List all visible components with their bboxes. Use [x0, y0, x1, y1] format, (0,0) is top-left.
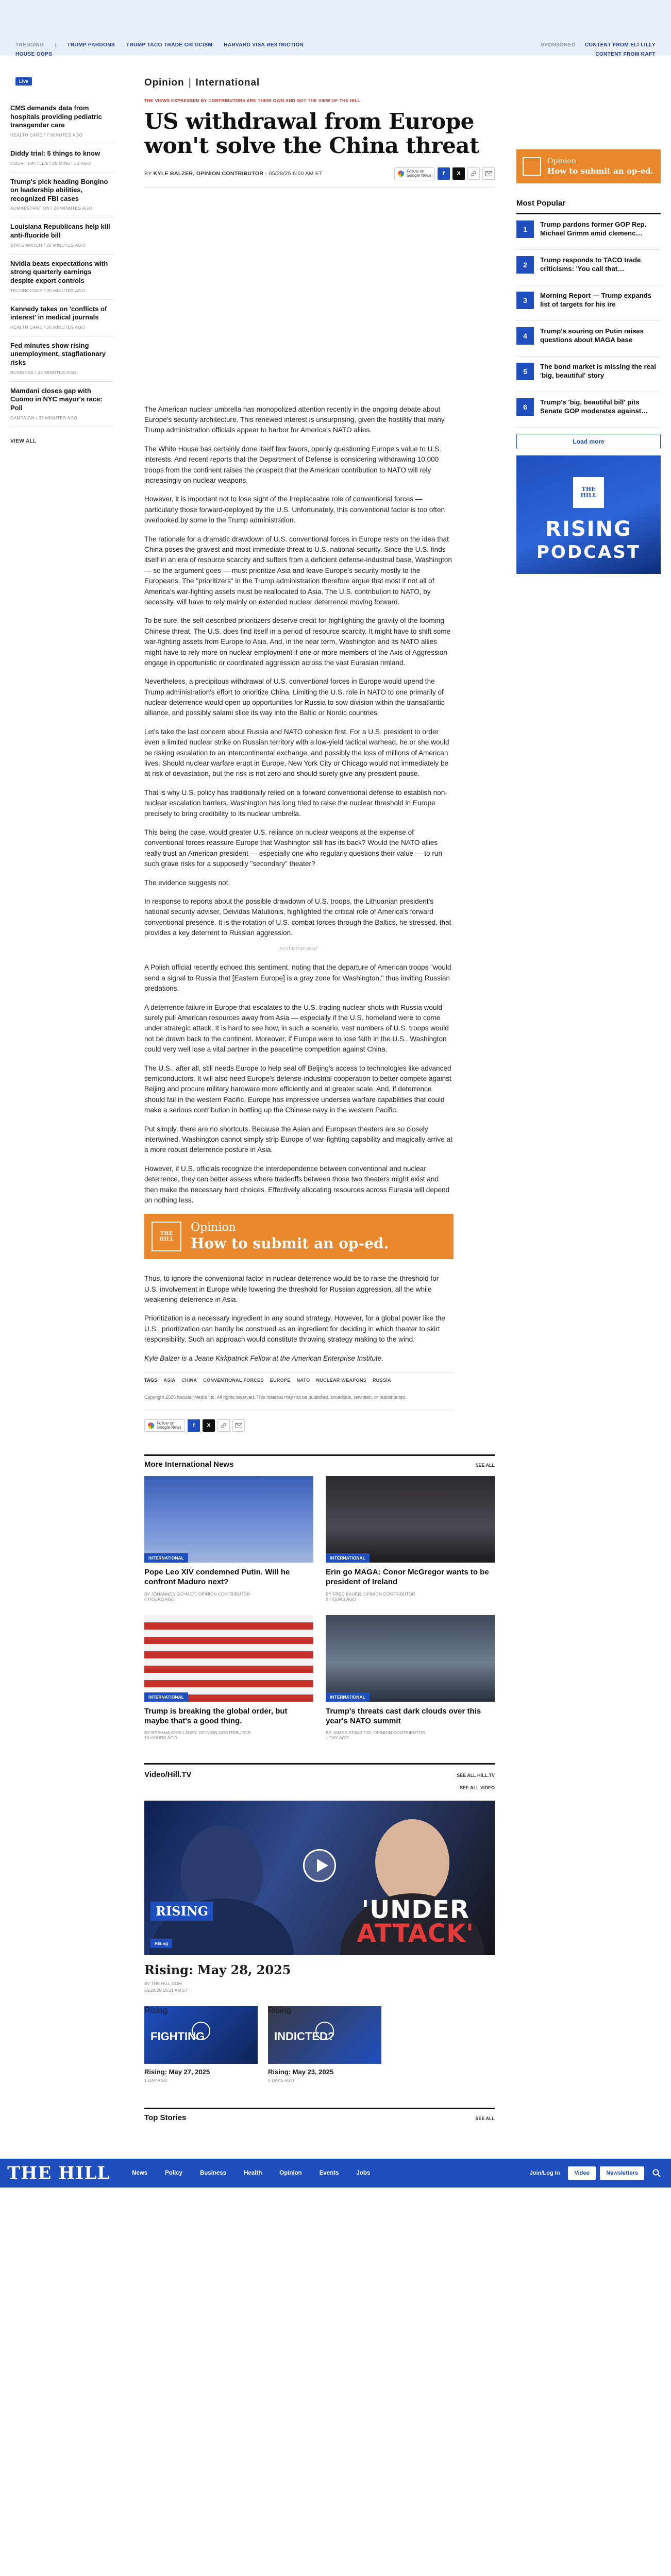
- video-tag: Rising: [144, 2006, 167, 2015]
- the-hill-logo: [523, 157, 541, 176]
- most-popular-headline: Morning Report — Trump expands list of targets for his ire: [540, 292, 652, 308]
- x-share-button[interactable]: X: [452, 167, 465, 180]
- section-title: Video/Hill.TV: [144, 1770, 192, 1780]
- google-news-button[interactable]: [144, 1419, 185, 1432]
- news-card[interactable]: [326, 1476, 495, 1602]
- card-headline[interactable]: Erin go MAGA: Conor McGregor wants to be president of Ireland: [326, 1568, 489, 1587]
- card-image[interactable]: [144, 1476, 313, 1563]
- podcast-logo-text: THE HILL: [580, 486, 597, 499]
- card-time: 6 HOURS AGO: [144, 1596, 175, 1602]
- story-meta: HEALTH CARE / 30 MINUTES AGO: [10, 324, 86, 330]
- join-login-link[interactable]: Join/Log In: [529, 2170, 560, 2176]
- author-bio: Kyle Balzer is a Jeane Kirkpatrick Fellow at the American Enterprise Institute.: [144, 1354, 384, 1362]
- tag-link[interactable]: NUCLEAR WEAPONS: [316, 1378, 366, 1383]
- rank-number: 6: [516, 398, 534, 416]
- tag-link[interactable]: ASIA: [163, 1378, 176, 1383]
- play-icon[interactable]: [303, 1849, 336, 1882]
- story-meta: STATE WATCH / 25 MINUTES AGO: [10, 242, 86, 248]
- oped-logo-text: THE HILL: [159, 1231, 174, 1243]
- breadcrumb-opinion[interactable]: Opinion: [144, 77, 184, 88]
- list-item[interactable]: [10, 300, 113, 336]
- story-meta: CAMPAIGN / 33 MINUTES AGO: [10, 415, 78, 420]
- trending-link[interactable]: TRUMP PARDONS: [67, 42, 115, 48]
- video-tag: Rising: [150, 1939, 172, 1948]
- most-popular-item[interactable]: [516, 392, 661, 428]
- video-thumbnail[interactable]: [268, 2006, 381, 2064]
- oped-promo-title: How to submit an op-ed.: [191, 1235, 389, 1252]
- rank-number: 2: [516, 256, 534, 274]
- list-item[interactable]: [10, 144, 113, 173]
- tag-link[interactable]: NATO: [296, 1378, 310, 1383]
- article-paragraph: Let's take the last concern about Russia and NATO cohesion first. For a U.S. president to order even a limited nuclear strike on Russian territory with a low-yield tactical warhead, he or she would be risking escalation to an intercontinental exchange, and possibly the loss of millions of American lives. Should nuclear warfare erupt in Europe, New York City or Chicago would not immediately be at risk of devastation, but the risk is not zero and should surely give any president pause.: [144, 727, 449, 778]
- card-time: 10 HOURS AGO: [144, 1735, 177, 1741]
- facebook-share-button[interactable]: f: [438, 167, 450, 180]
- opinion-disclaimer: THE VIEWS EXPRESSED BY CONTRIBUTORS ARE THEIR OWN AND NOT THE VIEW OF THE HILL: [144, 98, 361, 103]
- rising-badge: RISING: [150, 1902, 213, 1921]
- trending-link[interactable]: TRUMP TACO TRADE CRITICISM: [126, 42, 213, 48]
- share-bar-bottom: [144, 1419, 245, 1432]
- article-paragraph: The evidence suggests not.: [144, 878, 230, 887]
- section-header: [144, 1454, 495, 1469]
- google-news-label-top: Follow on: [406, 168, 425, 174]
- story-headline[interactable]: Diddy trial: 5 things to know: [10, 149, 100, 157]
- card-headline[interactable]: Pope Leo XIV condemned Putin. Will he confront Maduro next?: [144, 1568, 290, 1587]
- search-button[interactable]: [648, 2165, 665, 2181]
- oped-promo-kicker: Opinion: [191, 1221, 236, 1234]
- most-popular-headline: Trump responds to TACO trade criticisms: 'You call that…: [540, 256, 641, 273]
- card-meta: [144, 1730, 313, 1740]
- page-title: US withdrawal from Europe won't solve the China threat: [144, 109, 479, 159]
- card-author: BY FRED BAUER, OPINION CONTRIBUTOR: [326, 1591, 415, 1597]
- ad-kicker: Opinion: [547, 157, 576, 165]
- video-overlay-text: INDICTED?: [274, 2029, 335, 2043]
- story-meta: ADMINISTRATION / 20 MINUTES AGO: [10, 206, 93, 211]
- author-link[interactable]: KYLE BALZER, OPINION CONTRIBUTOR: [153, 171, 264, 177]
- card-time: 8 HOURS AGO: [326, 1596, 356, 1602]
- email-share-button[interactable]: [482, 167, 495, 180]
- rank-number: 1: [516, 221, 534, 238]
- list-item[interactable]: [10, 173, 113, 218]
- video-overlay-text: FIGHTING: [150, 2029, 205, 2043]
- most-popular-headline: Trump pardons former GOP Rep. Michael Grimm amid clemenc…: [540, 221, 647, 237]
- byline-row: [144, 167, 495, 188]
- breadcrumb-separator: |: [188, 77, 192, 88]
- google-news-label-top: Follow on: [157, 1420, 175, 1426]
- story-headline[interactable]: Trump's pick heading Bongino on leadership abilities, recognized FBI cases: [10, 177, 108, 202]
- section-header: [144, 1763, 495, 1793]
- video-overlay-text: [357, 1895, 474, 1948]
- the-hill-logo: [573, 477, 604, 508]
- video-card-title[interactable]: Rising: May 27, 2025: [144, 2067, 210, 2076]
- nav-item[interactable]: News: [132, 2170, 148, 2176]
- article-paragraph: In response to reports about the possible drawdown of U.S. troops, the Lithuanian president's national security adviser, Deividas Matulionis, highlighted the critical role of America's forward conventional presence. It is the rotation of U.S. combat forces through the Baltics, he stressed, that provides a key deterrent to Russian aggression.: [144, 897, 451, 937]
- card-tag: INTERNATIONAL: [326, 1553, 370, 1563]
- card-author: BY JAMES STAVRIDIS, OPINION CONTRIBUTOR: [326, 1730, 426, 1736]
- video-meta-date: 05/28/25 10:21 AM ET: [144, 1988, 188, 1993]
- copy-link-button[interactable]: [217, 1419, 230, 1432]
- breadcrumb: [144, 77, 495, 89]
- byline-prefix: BY: [144, 171, 152, 177]
- rising-podcast-promo[interactable]: [516, 455, 661, 574]
- nav-item[interactable]: Policy: [165, 2170, 182, 2176]
- article-paragraph: A Polish official recently echoed this sentiment, noting that the departure of American troops "would send a signal to Russia that [Eastern Europe] is a gray zone for Washington," thus inviting Russian predations.: [144, 963, 451, 993]
- trending-label: TRENDING: [15, 42, 44, 48]
- link-icon: [221, 1422, 227, 1429]
- card-author: BY BRAHMA CHELLANEY, OPINION CONTRIBUTOR: [144, 1730, 251, 1736]
- video-meta-by: BY THE HILL.COM: [144, 1981, 182, 1987]
- most-popular-headline: Trump's souring on Putin raises questions about MAGA base: [540, 327, 644, 344]
- see-all-link[interactable]: SEE ALL: [475, 2115, 495, 2121]
- story-meta: TECHNOLOGY / 30 MINUTES AGO: [10, 287, 86, 293]
- card-meta: [144, 1591, 313, 1602]
- card-meta: [326, 1591, 495, 1602]
- article-paragraph: Nevertheless, a precipitous withdrawal of U.S. conventional forces in Europe would upend the Trump administration's effort to prioritize China. Limiting the U.S. role in NATO to one primarily of nuclear deterrence would open up opportunities for Russia to sow division within the transatlantic alliance, and possibly salami slice its way into the Baltic or Nordic countries.: [144, 677, 445, 717]
- video-card-title[interactable]: Rising: May 23, 2025: [268, 2067, 334, 2076]
- overlay-line-2: ATTACK': [357, 1919, 474, 1948]
- most-popular-item[interactable]: [516, 285, 661, 321]
- primary-nav: [123, 2170, 379, 2176]
- section-header: [144, 2108, 495, 2122]
- article-paragraph: The rationale for a dramatic drawdown of U.S. conventional forces in Europe rests on the idea that China poses the gravest and most immediate threat to U.S. national security. Since the U.S. finds itself in an era of resource scarcity and suffers from a deficient defense-industrial base, Washington — so the argument goes — must prioritize Asia and leave Europe's security mostly to the Europeans. The "prioritizers" in the Trump administration therefore argue that most if not all of America's war-fighting assets must be reallocated to Asia. The U.S. contribution to NATO, by necessity, will have to rely mainly on extended nuclear deterrence moving forward.: [144, 535, 452, 606]
- article-paragraph: Prioritization is a necessary ingredient in any sound strategy. However, for a global power like the U.S., prioritization can hardly be construed as an ingredient for deciding in which theater to skirt responsibility. Such an approach would constitute throwing strategy making to the wind.: [144, 1314, 445, 1344]
- article-paragraph: That is why U.S. policy has traditionally relied on a forward conventional defense to establish non-nuclear escalation barriers. Washington has long tried to raise the nuclear threshold in Europe precisely to bring credibility to its nuclear umbrella.: [144, 788, 447, 818]
- article-paragraph: The White House has certainly done itself few favors, openly questioning Europe's value to U.S. interests. And recent reports that the Department of Defense is considering withdrawing 10,000 troops from the continent raises the prospect that the American contribution to NATO will rely increasingly on nuclear weapons.: [144, 445, 442, 485]
- podcast-title-2: PODCAST: [536, 542, 641, 563]
- tag-link[interactable]: RUSSIA: [373, 1378, 391, 1383]
- most-popular: [516, 199, 661, 449]
- trending-bar: [0, 0, 671, 56]
- article-paragraph: This being the case, would greater U.S. reliance on nuclear weapons at the expense of conventional forces reassure Europe that Washington still has its back? Would the NATO allies really trust an American president — especially one who regularly questions their value — to run such grave risks for a supposedly "secondary" theater?: [144, 828, 443, 868]
- card-image[interactable]: [326, 1476, 495, 1563]
- most-popular-item[interactable]: [516, 357, 661, 392]
- copyright-notice: Copyright 2025 Nexstar Media Inc. All rights reserved. This material may not be published, broadcast, rewritten, or redistributed.: [144, 1394, 454, 1410]
- card-image[interactable]: [144, 1615, 313, 1702]
- sponsored-label: SPONSORED: [541, 42, 576, 48]
- rank-number: 5: [516, 363, 534, 380]
- video-button[interactable]: Video: [568, 2166, 596, 2180]
- sponsored-link[interactable]: CONTENT FROM ELI LILLY: [584, 42, 656, 48]
- section-title: Top Stories: [144, 2113, 187, 2122]
- video-title[interactable]: Rising: May 28, 2025: [144, 1962, 291, 1978]
- google-news-label-bottom: Google News: [406, 173, 431, 178]
- play-icon[interactable]: [192, 2022, 210, 2040]
- see-all-hilltv-link[interactable]: SEE ALL HILL.TV: [456, 1773, 495, 1778]
- most-popular-title: Most Popular: [516, 199, 661, 214]
- google-news-button[interactable]: [394, 167, 435, 180]
- news-card[interactable]: [326, 1615, 495, 1741]
- facebook-share-button[interactable]: f: [188, 1419, 200, 1432]
- rank-number: 4: [516, 327, 534, 345]
- trending-link[interactable]: HARVARD VISA RESTRICTION: [224, 42, 304, 48]
- article-paragraph: However, it is important not to lose sight of the irreplaceable role of conventional forces — particularly those forward-deployed by the U.S. Unfortunately, this conventional factor is too often overlooked by some in the Trump administration.: [144, 495, 445, 524]
- google-news-label-bottom: Google News: [157, 1425, 182, 1430]
- publish-date: 05/28/25 6:00 AM ET: [269, 171, 323, 177]
- tags-list: [144, 1372, 454, 1383]
- main-column: [144, 77, 495, 2122]
- article-body: [144, 404, 454, 1432]
- card-tag: INTERNATIONAL: [326, 1692, 370, 1702]
- article-paragraph: A deterrence failure in Europe that escalates to the U.S. trading nuclear shots with Russia would surely pull American resources away from Asia — especially if the U.S. homeland were to come under strategic attack. It is hard to see how, in such a scenario, vast numbers of U.S. troops would not be drawn back to the continent. Moreover, if Europe were to lose faith in the U.S., Washington could very well lose a vital partner in the peacetime competition against China.: [144, 1003, 449, 1054]
- article-paragraph: Thus, to ignore the conventional factor in nuclear deterrence would be to raise the threshold for U.S. involvement in Europe while lowering the threshold for Russian aggression, all the while weakening deterrence in Asia.: [144, 1275, 439, 1304]
- mail-icon: [236, 1423, 242, 1428]
- list-item[interactable]: [10, 99, 113, 144]
- news-card[interactable]: [144, 1615, 313, 1741]
- list-item[interactable]: [10, 217, 113, 254]
- card-meta: [326, 1730, 495, 1740]
- article-paragraph: The American nuclear umbrella has monopolized attention recently in the ongoing debate about Europe's security architecture. This renewed interest is unsurprising, given the hostility that many Trump administration officials appear to harbor for America's NATO allies.: [144, 405, 445, 434]
- list-item[interactable]: [10, 255, 113, 300]
- news-card[interactable]: [144, 1476, 313, 1602]
- trending-row-2: [15, 52, 656, 57]
- podcast-title-1: RISING: [545, 517, 632, 541]
- card-author: BY JOHANNES SCHMIDT, OPINION CONTRIBUTOR: [144, 1591, 250, 1597]
- article-paragraph: Put simply, there are no shortcuts. Because the Asian and European theaters are so closely intertwined, Washington cannot simply strip Europe of war-fighting capability and magically arrive at a more robust deterrence posture in Asia.: [144, 1125, 452, 1154]
- video-meta: [144, 1980, 495, 1994]
- article-paragraph: However, if U.S. officials recognize the interdependence between conventional and nuclear deterrence, they can better assess where tradeoffs between those two theaters might exist and then make the necessary hard choices. Effectively allocating resources across Eurasia will depend on nothing less.: [144, 1164, 450, 1204]
- story-headline[interactable]: Nvidia beats expectations with strong quarterly earnings despite export controls: [10, 259, 108, 284]
- video-section: [144, 1763, 495, 2083]
- link-icon: [471, 171, 477, 177]
- video-hero[interactable]: [144, 1801, 495, 1955]
- see-all-video-link[interactable]: SEE ALL VIDEO: [459, 1785, 495, 1791]
- story-meta: HEALTH CARE / 7 MINUTES AGO: [10, 132, 83, 138]
- card-headline[interactable]: Trump's threats cast dark clouds over this year's NATO summit: [326, 1706, 481, 1725]
- story-headline[interactable]: Mamdani closes gap with Cuomo in NYC mayor's race: Poll: [10, 386, 103, 412]
- byline-separator: -: [265, 171, 267, 177]
- article-paragraph: To be sure, the self-described prioritizers deserve credit for highlighting the gravity of the looming Chinese threat. The U.S. does find itself in a period of resource scarcity. It might have to shift some war-fighting assets from Europe to Asia. And, in the near term, Washington and its NATO allies might have to rely more on nuclear employment if one or more members of the Axis of Aggression engage in opportunistic or coordinated aggression across the vast Eurasian rimland.: [144, 617, 451, 667]
- live-badge[interactable]: Live: [15, 77, 32, 86]
- video-card-meta: 5 DAYS AGO: [268, 2077, 294, 2083]
- load-more-button[interactable]: Load more: [516, 434, 661, 449]
- video-card-meta: 1 DAY AGO: [144, 2077, 167, 2083]
- list-item[interactable]: [10, 336, 113, 382]
- search-icon: [652, 2169, 661, 2177]
- nav-item[interactable]: Business: [199, 2170, 227, 2176]
- google-icon: [398, 171, 404, 177]
- video-thumbnail[interactable]: [144, 2006, 258, 2064]
- email-share-button[interactable]: [232, 1419, 245, 1432]
- nav-item[interactable]: Opinion: [279, 2170, 302, 2176]
- video-card[interactable]: [268, 2006, 381, 2083]
- card-image[interactable]: [326, 1615, 495, 1702]
- tag-link[interactable]: EUROPE: [270, 1378, 291, 1383]
- tags-label: TAGS: [144, 1378, 158, 1383]
- latest-news-rail: [10, 99, 113, 444]
- more-international-section: [144, 1454, 495, 1740]
- advertisement-label: ADVERTISEMENT: [279, 946, 318, 952]
- byline: [144, 171, 323, 177]
- view-all-link[interactable]: VIEW ALL: [10, 438, 37, 444]
- copy-link-button[interactable]: [467, 167, 480, 180]
- tag-link[interactable]: CHINA: [181, 1378, 197, 1383]
- most-popular-headline: Trump's 'big, beautiful bill' pits Senate GOP moderates against…: [540, 398, 648, 415]
- site-navbar: [0, 2159, 671, 2188]
- card-tag: INTERNATIONAL: [144, 1553, 188, 1563]
- play-icon[interactable]: [315, 2022, 334, 2040]
- article-paragraph: The U.S., after all, still needs Europe to help seal off Beijing's access to technologies like advanced semiconductors. It will also need Europe's defense-industrial cooperation to better compete against Beijing and procure military hardware more efficiently and at greater scale. And, if deterrence should fail in the western Pacific, Europe has impressive undersea warfare capabilities that could make a serious contribution in bottling up the Chinese navy in the western Pacific.: [144, 1064, 451, 1114]
- ad-title: How to submit an op-ed.: [547, 166, 653, 176]
- section-title: More International News: [144, 1460, 234, 1469]
- newsletters-button[interactable]: Newsletters: [600, 2166, 644, 2180]
- divider: [55, 43, 56, 48]
- story-meta: COURT BATTLES / 20 MINUTES AGO: [10, 160, 91, 166]
- the-hill-logo: [152, 1222, 181, 1251]
- card-tag: INTERNATIONAL: [144, 1692, 188, 1702]
- nav-item[interactable]: Events: [319, 2170, 339, 2176]
- google-icon: [148, 1422, 154, 1429]
- overlay-line-1: 'UNDER: [361, 1895, 469, 1925]
- card-time: 1 DAY AGO: [326, 1735, 349, 1741]
- most-popular-item[interactable]: [516, 250, 661, 285]
- see-all-link[interactable]: SEE ALL: [475, 1463, 495, 1468]
- mail-icon: [485, 171, 492, 176]
- share-bar: [394, 167, 495, 180]
- most-popular-item[interactable]: [516, 214, 661, 250]
- card-headline[interactable]: Trump is breaking the global order, but maybe that's a good thing.: [144, 1706, 288, 1725]
- most-popular-item[interactable]: [516, 321, 661, 357]
- nav-item[interactable]: Jobs: [356, 2170, 371, 2176]
- story-headline[interactable]: Louisiana Republicans help kill anti-fluoride bill: [10, 223, 110, 239]
- nav-item[interactable]: Health: [244, 2170, 262, 2176]
- video-card[interactable]: [144, 2006, 258, 2083]
- top-stories-section: [144, 2108, 495, 2122]
- tag-link[interactable]: CONVENTIONAL FORCES: [203, 1378, 264, 1383]
- site-logo[interactable]: THE HILL: [7, 2163, 110, 2183]
- list-item[interactable]: [10, 382, 113, 427]
- rank-number: 3: [516, 292, 534, 309]
- sponsored-link[interactable]: CONTENT FROM RAFT: [595, 52, 656, 57]
- x-share-button[interactable]: X: [203, 1419, 215, 1432]
- oped-ad[interactable]: [516, 149, 661, 183]
- story-headline[interactable]: CMS demands data from hospitals providing pediatric transgender care: [10, 104, 102, 129]
- story-headline[interactable]: Kennedy takes on 'conflicts of interest' in medical journals: [10, 304, 107, 321]
- trending-row: [15, 42, 656, 48]
- most-popular-headline: The bond market is missing the real 'big, beautiful' story: [540, 363, 656, 379]
- trending-link[interactable]: HOUSE GOPS: [15, 52, 53, 57]
- story-meta: BUSINESS / 32 MINUTES AGO: [10, 369, 77, 375]
- breadcrumb-international[interactable]: International: [195, 77, 260, 88]
- story-headline[interactable]: Fed minutes show rising unemployment, stagflationary risks: [10, 341, 106, 366]
- submit-oped-promo[interactable]: [144, 1214, 454, 1259]
- video-tag: Rising: [268, 2006, 291, 2015]
